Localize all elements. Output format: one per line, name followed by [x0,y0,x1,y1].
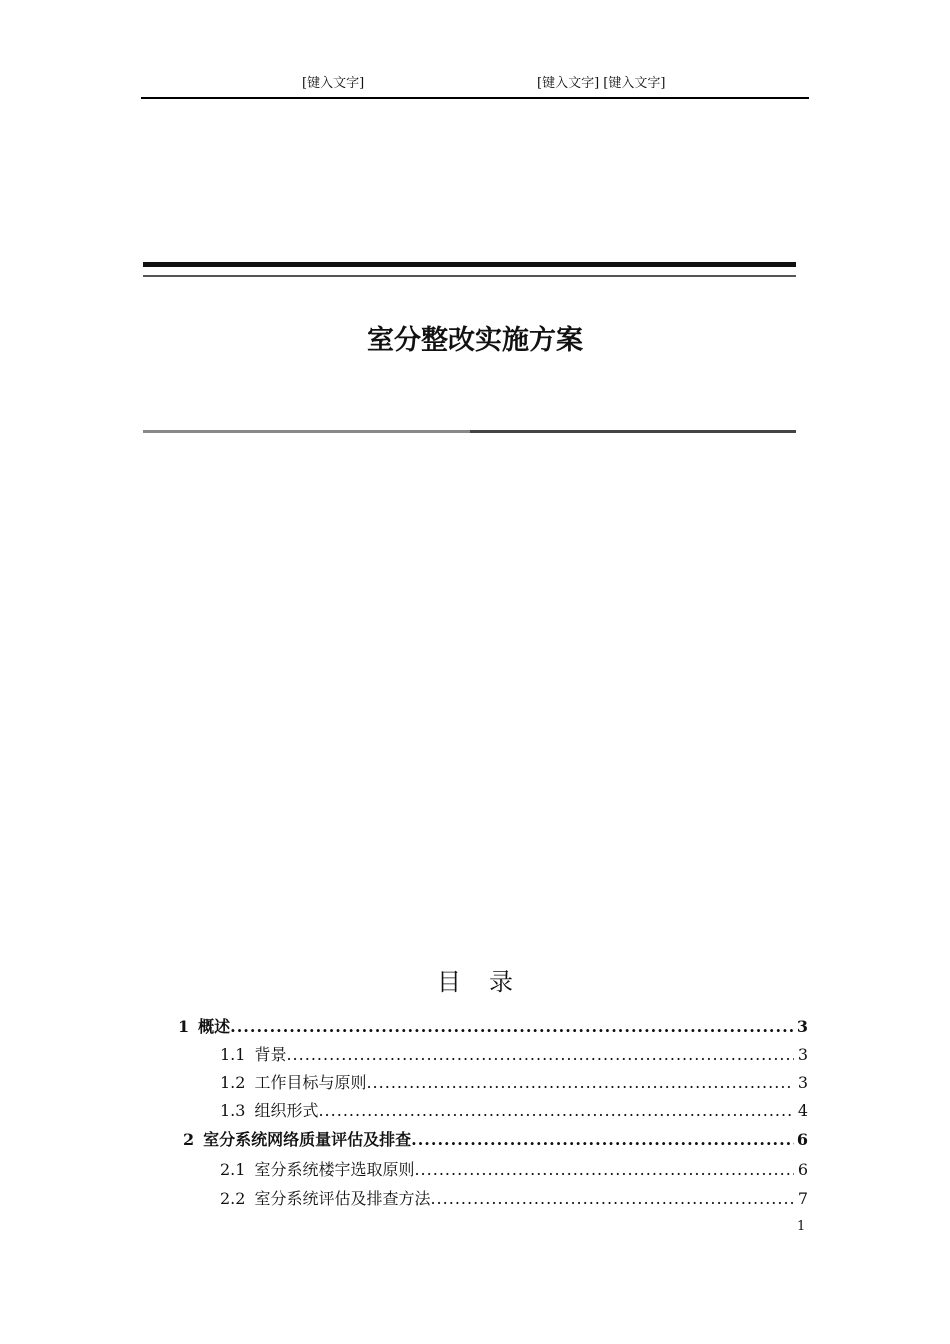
toc-entry-page: 3 [797,1045,808,1064]
toc-entry-number: 1.1 [220,1045,246,1064]
toc-entry-1-1[interactable] [220,1042,808,1065]
header-rule [141,97,809,99]
toc-entry-page: 4 [797,1101,808,1120]
toc-entry-label: 室分系统楼宇选取原则 [254,1160,415,1179]
page-number: 1 [797,1219,806,1234]
toc-entry-number: 1.3 [220,1101,246,1120]
toc-leader [430,1189,794,1208]
toc-entry-number: 2.2 [220,1189,246,1208]
title-band-bottom-right [470,430,796,433]
title-band-thick [143,262,796,267]
toc-entry-number: 1.2 [220,1073,246,1092]
toc-entry-number: 2.1 [220,1160,246,1179]
toc-entry-label: 组织形式 [254,1101,319,1120]
toc-entry-label: 室分系统网络质量评估及排查 [203,1130,412,1149]
toc-leader [286,1045,794,1064]
toc-entry-1-3[interactable] [220,1098,808,1121]
page-header-left: [键入文字] [302,76,365,91]
toc-entry-label: 概述 [198,1017,231,1036]
toc-leader [366,1073,794,1092]
toc-entry-2-1[interactable] [220,1157,808,1180]
toc-entry-1[interactable] [178,1014,808,1037]
title-band-bottom-left [143,430,470,433]
toc-leader [411,1130,794,1149]
toc-entry-page: 3 [797,1073,808,1092]
toc-entry-number: 2 [183,1130,195,1149]
toc-entry-page: 6 [796,1130,808,1149]
toc-entry-number: 1 [178,1017,190,1036]
toc-heading: 目录 [437,968,541,996]
toc-entry-page: 7 [797,1189,808,1208]
page-header-right: [键入文字] [键入文字] [537,76,666,91]
document-title: 室分整改实施方案 [367,325,583,356]
toc-leader [230,1017,794,1036]
toc-entry-2[interactable] [183,1127,808,1150]
title-band-thin [143,275,796,277]
toc-entry-label: 工作目标与原则 [254,1073,367,1092]
toc-entry-page: 3 [796,1017,808,1036]
toc-leader [414,1160,794,1179]
toc-entry-page: 6 [797,1160,808,1179]
toc-entry-label: 室分系统评估及排查方法 [254,1189,431,1208]
toc-leader [318,1101,794,1120]
toc-entry-2-2[interactable] [220,1186,808,1209]
toc-entry-label: 背景 [254,1045,287,1064]
toc-entry-1-2[interactable] [220,1070,808,1093]
